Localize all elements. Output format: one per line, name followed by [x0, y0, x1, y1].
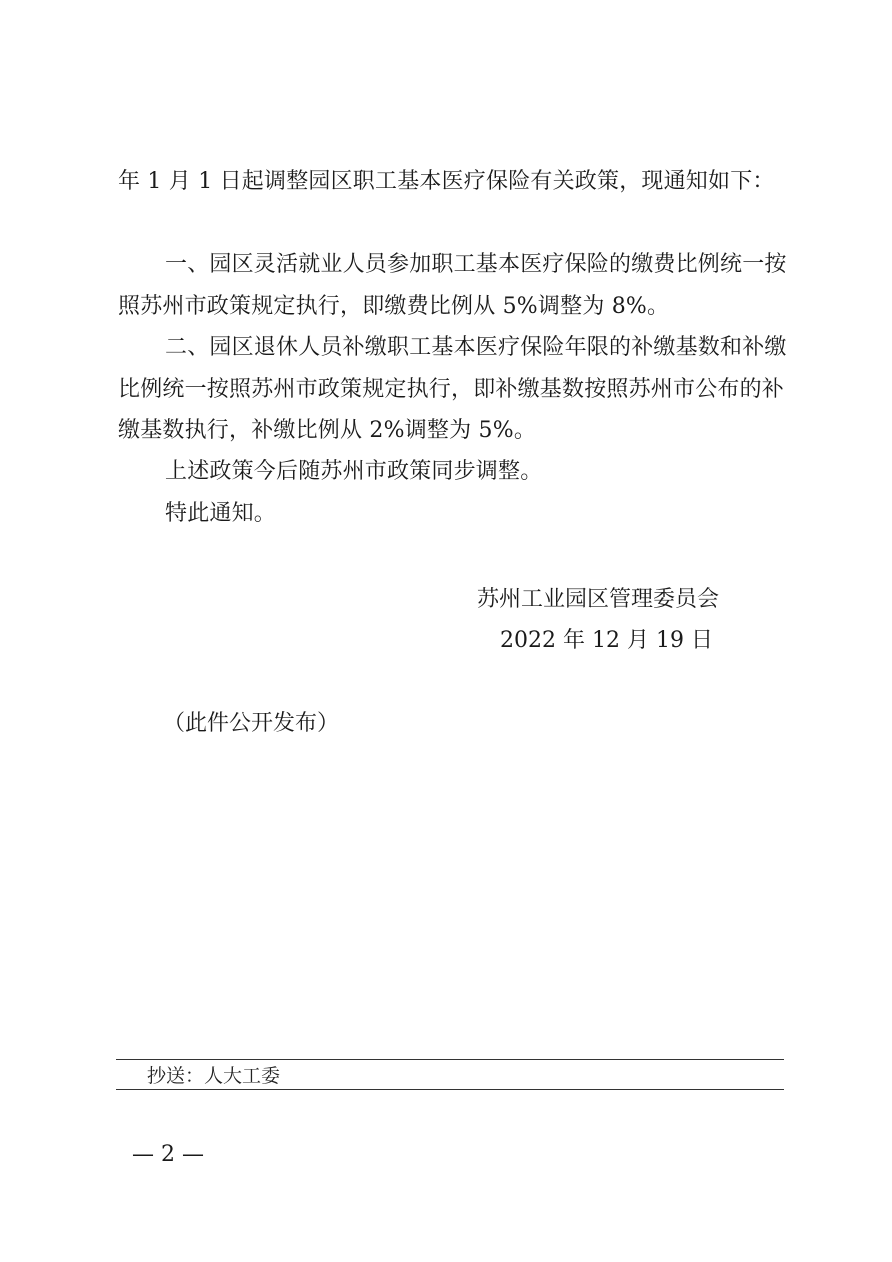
cc-top-divider [116, 1059, 784, 1060]
sync-note-text: 上述政策今后随苏州市政策同步调整。 [165, 459, 543, 484]
new-contribution-rate: 8% [611, 293, 648, 319]
old-contribution-rate: 5% [502, 293, 538, 319]
closing-paragraph [118, 493, 788, 535]
sync-note-paragraph [118, 451, 788, 493]
policy-item-1-text: 一、园区灵活就业人员参加职工基本医疗保险的缴费比例统一按照苏州市政策规定执行，即缴费比例从 5%调整为 8%。 [118, 252, 787, 319]
start-month: 1 [147, 169, 162, 194]
intro-text: 年 1 月 1 日起调整园区职工基本医疗保险有关政策，现通知如下： [118, 169, 775, 194]
signature-date: 2022 年 12 月 19 日 [500, 628, 713, 653]
closing-text: 特此通知。 [165, 501, 277, 526]
cc-bottom-divider [116, 1089, 784, 1090]
date-month: 12 [592, 628, 620, 653]
policy-item-2-text: 二、园区退休人员补缴职工基本医疗保险年限的补缴基数和补缴比例统一按照苏州市政策规定执行，即补缴基数按照苏州市公布的补缴基数执行，补缴比例从 2%调整为 5%。 [118, 335, 787, 443]
intro-paragraph [118, 161, 788, 203]
date-year: 2022 [500, 628, 556, 653]
signature-organization: 苏州工业园区管理委员会 [477, 587, 720, 612]
new-backpay-rate: 5% [478, 418, 514, 443]
page-number: — 2 — [132, 1142, 204, 1167]
public-release-note: （此件公开发布） [163, 711, 340, 736]
start-day: 1 [198, 169, 213, 194]
policy-item-2 [118, 327, 788, 452]
cc-recipients: 抄送：人大工委 [147, 1065, 281, 1087]
old-backpay-rate: 2% [369, 418, 405, 443]
date-day: 19 [656, 628, 684, 653]
policy-item-1 [118, 244, 788, 327]
